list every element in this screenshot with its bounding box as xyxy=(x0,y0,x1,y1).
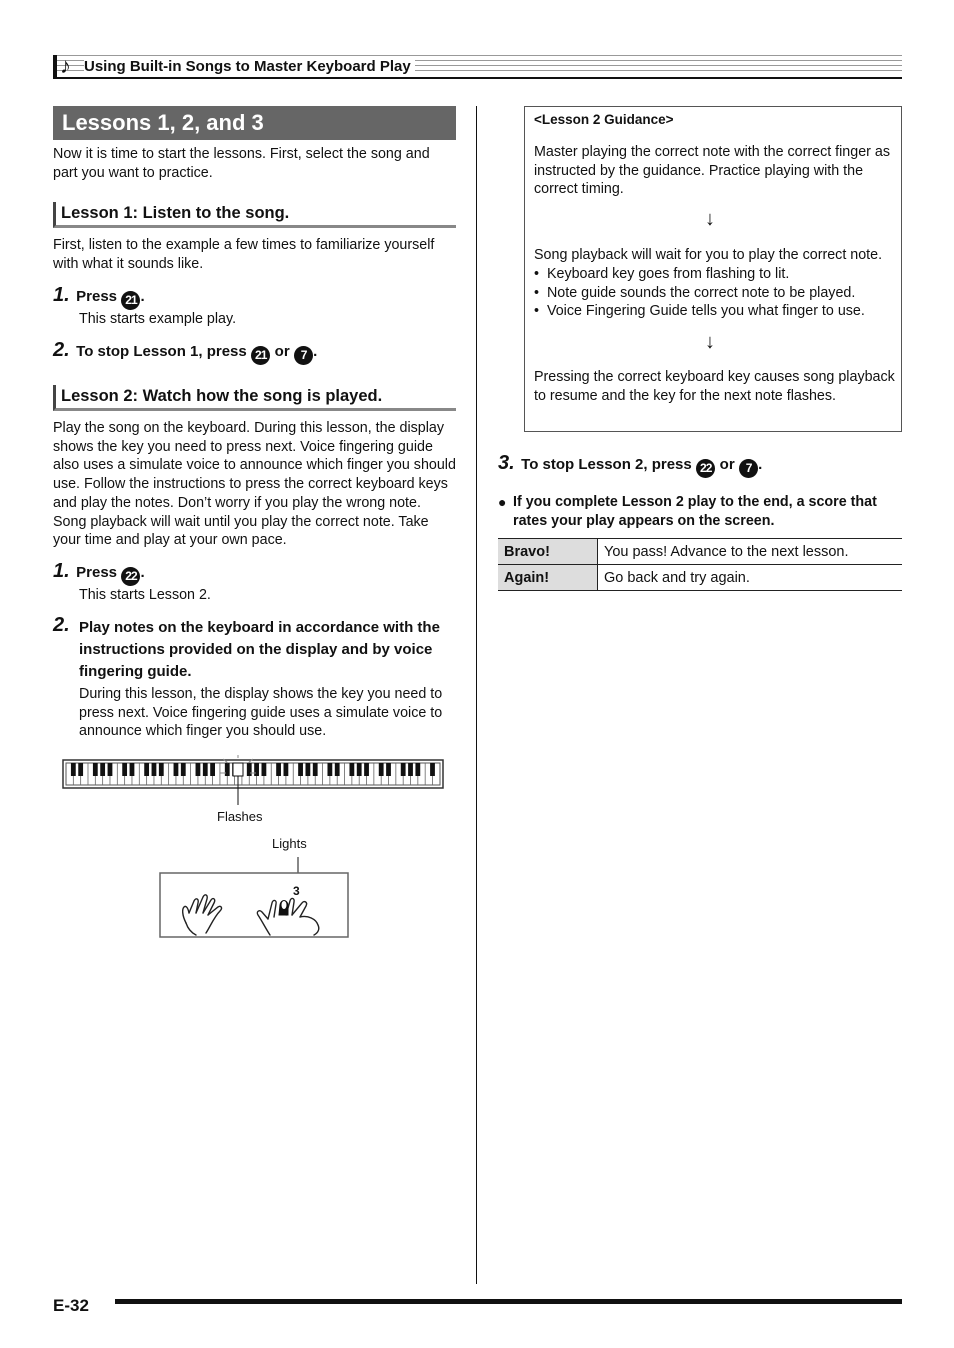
bullet-text: Keyboard key goes from flashing to lit. xyxy=(546,266,790,282)
lesson2-step1 xyxy=(53,560,145,586)
section-title: Using Built-in Songs to Master Keyboard Play xyxy=(84,58,415,75)
bullet-text: Voice Fingering Guide tells you what finger to use. xyxy=(546,303,865,320)
lesson1-text: First, listen to the example a few times to familiarize yourself with what it sounds like. xyxy=(53,237,435,272)
button-22-icon: 22 xyxy=(696,459,715,478)
list-item: • Keyboard key goes from flashing to lit. xyxy=(534,266,790,282)
lesson2-text: Play the song on the keyboard. During this lesson, the display shows the key you need to press next. Voice fingering guide also uses a simulate voice to announce which finger you should use. Follow the instructions to press the correct keyboard keys and play the notes. Don’t worry if you play the wrong note. Song playback will wait until you play the correct note. Take your time and play at your own pace. xyxy=(53,420,456,549)
display-illustration xyxy=(158,855,350,940)
step-number: 3. xyxy=(498,452,515,474)
button-21-icon: 21 xyxy=(251,346,270,365)
guidance-p3: Pressing the correct keyboard key causes song playback to resume and the key for the next note flashes. xyxy=(534,369,895,404)
table-row xyxy=(498,565,902,591)
or-text: or xyxy=(274,343,290,360)
table-row xyxy=(498,539,902,565)
lesson2-step3 xyxy=(498,452,762,478)
score-note: If you complete Lesson 2 play to the end, a score that rates your play appears on the screen. xyxy=(513,494,877,529)
list-item: • Note guide sounds the correct note to be played. xyxy=(534,284,856,301)
lesson2-heading: Lesson 2: Watch how the song is played. xyxy=(53,385,456,411)
step-number: 2. xyxy=(53,339,70,361)
step-text: Press xyxy=(76,564,118,581)
button-7-icon: 7 xyxy=(739,459,758,478)
lesson2-step1-desc: This starts Lesson 2. xyxy=(79,587,211,603)
bullet-text: Note guide sounds the correct note to be played. xyxy=(546,284,856,301)
lesson2-step2-text: Play notes on the keyboard in accordance with the instructions provided on the display and by voice fingering guide. xyxy=(79,619,440,680)
score-key: Again! xyxy=(498,565,598,591)
column-divider xyxy=(476,106,477,1284)
list-item: • Voice Fingering Guide tells you what finger to use. xyxy=(534,303,865,320)
step-punct: . xyxy=(313,343,318,360)
score-key: Bravo! xyxy=(498,539,598,565)
guidance-title: <Lesson 2 Guidance> xyxy=(534,112,674,127)
lesson2-step2-number: 2. xyxy=(53,614,70,636)
step-punct: . xyxy=(758,456,763,473)
lights-label: Lights xyxy=(272,836,307,851)
score-value: You pass! Advance to the next lesson. xyxy=(598,539,903,565)
page-title: Lessons 1, 2, and 3 xyxy=(53,106,456,140)
button-7-icon: 7 xyxy=(294,346,313,365)
lesson1-step1 xyxy=(53,284,145,310)
score-value: Go back and try again. xyxy=(598,565,903,591)
lesson2-guidance-box xyxy=(524,106,902,432)
step-number: 1. xyxy=(53,284,70,306)
guidance-p2: Song playback will wait for you to play the correct note. xyxy=(534,247,883,263)
footer-rule xyxy=(115,1299,902,1304)
lesson1-heading: Lesson 1: Listen to the song. xyxy=(53,202,456,228)
guidance-p1: Master playing the correct note with the correct finger as instructed by the guidance. Practice playing with the correct timing. xyxy=(534,144,890,198)
step-punct: . xyxy=(140,288,145,305)
lesson1-step2 xyxy=(53,339,317,365)
button-22-icon: 22 xyxy=(121,567,140,586)
or-text: or xyxy=(719,456,735,473)
step-number: 1. xyxy=(53,560,70,582)
down-arrow-icon: ↓ xyxy=(705,208,715,230)
step-text: Press xyxy=(76,288,118,305)
flashes-label: Flashes xyxy=(217,809,263,824)
lesson1-step1-desc: This starts example play. xyxy=(79,311,237,327)
lesson2-step2-desc: During this lesson, the display shows the key you need to press next. Voice fingering guide uses a simulate voice to announce which finger you should use. xyxy=(79,686,443,740)
header-marker xyxy=(53,55,57,79)
score-table xyxy=(498,538,902,591)
music-note-icon: ♪ xyxy=(60,53,71,78)
bullet-dot-icon: ● xyxy=(498,494,507,510)
page-number: E-32 xyxy=(53,1296,89,1315)
step-text: To stop Lesson 2, press xyxy=(521,456,692,473)
header-rule xyxy=(53,77,902,79)
step-punct: . xyxy=(140,564,145,581)
finger-number: 3 xyxy=(293,884,300,898)
guidance-bullets xyxy=(534,265,896,321)
step-text: To stop Lesson 1, press xyxy=(76,343,247,360)
button-21-icon: 21 xyxy=(121,291,140,310)
intro-text: Now it is time to start the lessons. First, select the song and part you want to practice. xyxy=(53,146,430,181)
down-arrow-icon: ↓ xyxy=(705,331,715,353)
